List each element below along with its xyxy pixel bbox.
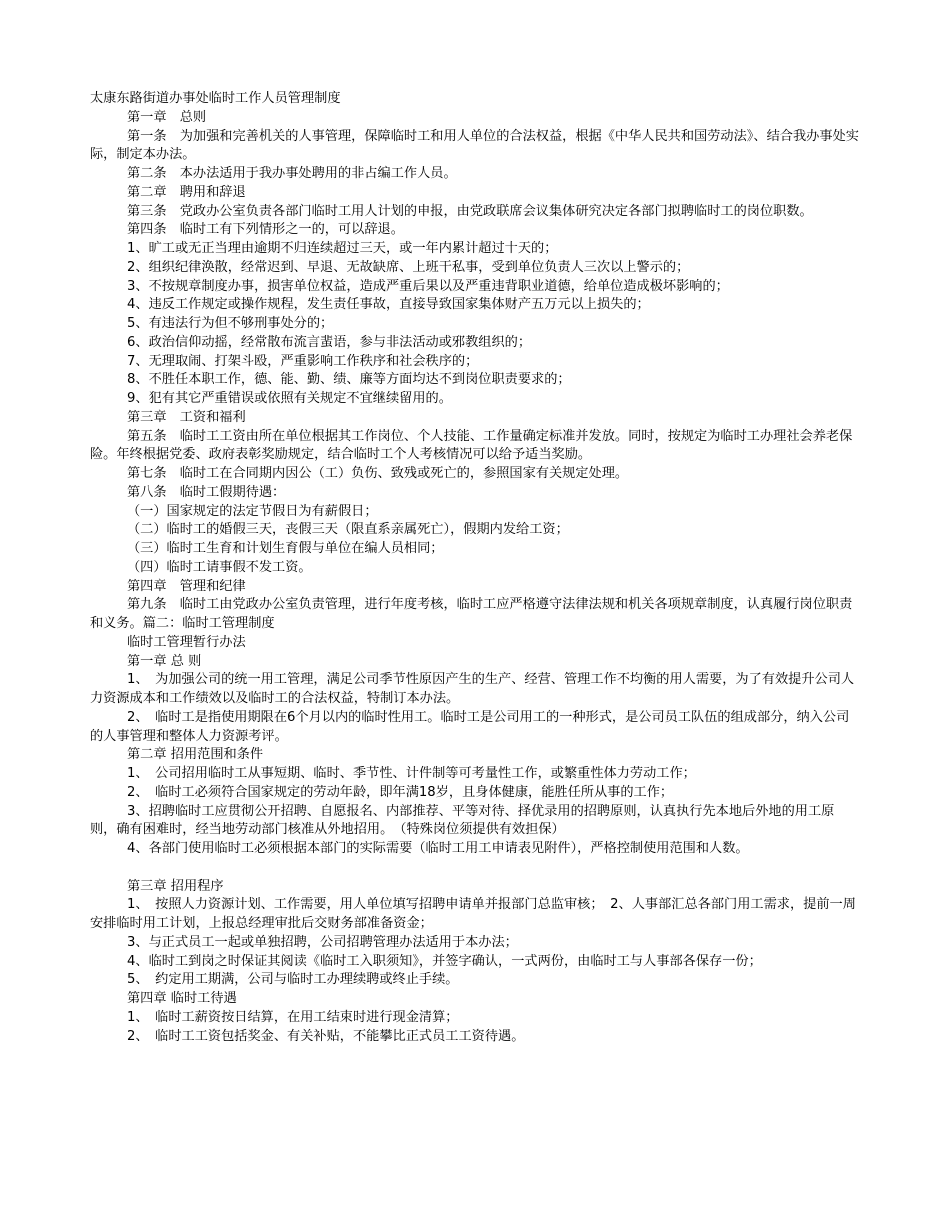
list-item: 3、招聘临时工应贯彻公开招聘、自愿报名、内部推荐、平等对待、择优录用的招聘原则，认真执行先本地后外地的用工原则，确有困难时，经当地劳动部门核准从外地招用。 （特殊岗位须提供有效担保）: [90, 803, 835, 838]
list-item: 6、政治信仰动摇，经常散布流言蜚语，参与非法活动或邪教组织的；: [127, 334, 532, 350]
list-item: 3、与正式员工一起或单独招聘，公司招聘管理办法适用于本办法；: [127, 934, 518, 950]
blank-line: [90, 859, 860, 878]
list-item: 1、 临时工薪资按日结算，在用工结束时进行现金清算；: [127, 1009, 459, 1025]
document-title: 太康东路街道办事处临时工作人员管理制度: [90, 91, 341, 106]
list-item: 5、 约定用工期满，公司与临时工办理续聘或终止手续。: [127, 972, 459, 988]
article-paragraph: 第五条 临时工工资由所在单位根据其工作岗位、个人技能、工作量确定标准并发放。同时，按规定为临时工办理社会养老保险。年终根据党委、政府表彰奖励规定，结合临时工个人考核情况可以给予适当奖励。: [90, 428, 853, 463]
chapter-heading: 第三章 招用程序: [127, 878, 224, 894]
article-paragraph: 第四条 临时工有下列情形之一的，可以辞退。: [127, 222, 404, 238]
section-title: 临时工管理暂行办法: [127, 634, 246, 650]
list-item: 8、不胜任本职工作，德、能、勤、绩、廉等方面均达不到岗位职责要求的；: [127, 372, 571, 388]
chapter-heading: 第三章 工资和福利: [127, 409, 246, 425]
list-item: 4、违反工作规定或操作规程，发生责任事故，直接导致国家集体财产五万元以上损失的；: [127, 297, 650, 313]
chapter-heading: 第一章 总 则: [127, 653, 202, 669]
article-paragraph: 第八条 临时工假期待遇：: [127, 484, 286, 500]
list-item: （三）临时工生育和计划生育假与单位在编人员相同；: [127, 541, 444, 556]
list-item: （二）临时工的婚假三天，丧假三天（限直系亲属死亡），假期内发给工资；: [127, 522, 569, 538]
chapter-heading: 第四章 管理和纪律: [127, 578, 246, 594]
article-paragraph: 第二条 本办法适用于我办事处聘用的非占编工作人员。: [127, 166, 457, 181]
list-item: 4、各部门使用临时工必须根据本部门的实际需要（临时工用工申请表见附件），严格控制使用范围和人数。: [127, 841, 749, 856]
article-paragraph: 第九条 临时工由党政办公室负责管理，进行年度考核，临时工应严格遵守法律法规和机关各项规章制度，认真履行岗位职责和义务。篇二：临时工管理制度: [90, 597, 853, 631]
list-item: 1、旷工或无正当理由逾期不归连续超过三天，或一年内累计超过十天的；: [127, 241, 558, 256]
article-paragraph: 第三条 党政办公室负责各部门临时工用人计划的申报，由党政联席会议集体研究决定各部门拟聘临时工的岗位职数。: [127, 203, 813, 219]
list-item: 7、无理取闹、打架斗殴，严重影响工作秩序和社会秩序的；: [127, 353, 479, 369]
list-item: 2、 临时工工资包括奖金、有关补贴，不能攀比正式员工工资待遇。: [127, 1028, 525, 1044]
list-item: 2、 临时工必须符合国家规定的劳动年龄，即年满18岁，且身体健康，能胜任所从事的工作；: [127, 784, 674, 800]
list-item: 2、组织纪律涣散，经常迟到、早退、无故缺席、上班干私事，受到单位负责人三次以上警示的；: [127, 259, 690, 275]
list-item: 4、临时工到岗之时保证其阅读《临时工入职须知》，并签字确认，一式两份，由临时工与人事部各保存一份；: [127, 953, 762, 969]
article-paragraph: 2、 临时工是指使用期限在6个月以内的临时性用工。临时工是公司用工的一种形式，是公司员工队伍的组成部分，纳入公司的人事管理和整体人力资源考评。: [90, 709, 850, 744]
document-body: [90, 90, 860, 1046]
list-item: 5、有违法行为但不够刑事处分的；: [127, 316, 334, 331]
chapter-heading: 第四章 临时工待遇: [127, 991, 237, 1006]
article-paragraph: 第一条 为加强和完善机关的人事管理，保障临时工和用人单位的合法权益，根据《中华人民共和国劳动法》、结合我办事处实际，制定本办法。: [90, 128, 859, 163]
chapter-heading: 第一章 总则: [127, 109, 207, 125]
list-item: 1、 按照人力资源计划、工作需要，用人单位填写招聘申请单并报部门总监审核； 2、人事部汇总各部门用工需求，提前一周安排临时用工计划，上报总经理审批后交财务部准备资金；: [90, 897, 856, 931]
article-paragraph: 第七条 临时工在合同期内因公（工）负伤、致残或死亡的，参照国家有关规定处理。: [127, 466, 629, 481]
chapter-heading: 第二章 招用范围和条件: [127, 747, 264, 763]
list-item: 3、不按规章制度办事，损害单位权益，造成严重后果以及严重违背职业道德，给单位造成极坏影响的；: [127, 278, 729, 294]
list-item: （四）临时工请事假不发工资。: [127, 559, 312, 575]
list-item: 1、 公司招用临时工从事短期、临时、季节性、计件制等可考量性工作，或繁重性体力劳动工作；: [127, 766, 696, 781]
article-paragraph: 1、 为加强公司的统一用工管理，满足公司季节性原因产生的生产、经营、管理工作不均衡的用人需要，为了有效提升公司人力资源成本和工作绩效以及临时工的合法权益，特制订本办法。: [90, 672, 855, 706]
chapter-heading: 第二章 聘用和辞退: [127, 184, 246, 200]
list-item: 9、犯有其它严重错误或依照有关规定不宜继续留用的。: [127, 391, 452, 406]
list-item: （一）国家规定的法定节假日为有薪假日；: [127, 503, 378, 519]
